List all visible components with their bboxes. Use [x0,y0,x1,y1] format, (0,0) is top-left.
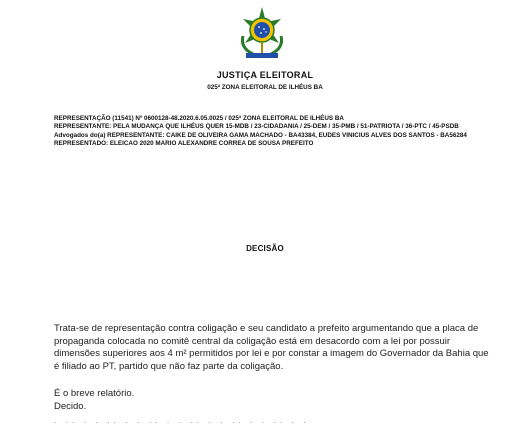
advogados-line: Advogados do(a) REPRESENTANTE: CAIKE DE OLIVEIRA GAMA MACHADO - BA43384, EUDES VINICIUS ALVES DOS SANTOS - BA56284 [54,131,467,139]
decision-heading: DECISÃO [246,244,284,253]
body-paragraph-1: Trata-se de representação contra coligação e seu candidato a prefeito argumentando que a placa de propaganda colocada no comitê central da coligação está em desacordo com a lei por possuir dimensões superiores aos 4 m² permitidos por lei e por constar a imagem do Governador da Bahia que é filiado ao PT, partido que não faz parte da coligação. [54,323,489,372]
case-metadata [54,115,494,149]
representado-line: REPRESENTADO: ELEICAO 2020 MARIO ALEXANDRE CORREA DE SOUSA PREFEITO [54,140,314,148]
body-paragraph-2: É o breve relatório. [54,388,135,399]
cut-off-text-line [54,421,494,433]
court-subtitle: 025ª ZONA ELEITORAL DE ILHÉUS BA [207,84,323,91]
case-number-line: REPRESENTAÇÃO (11541) Nº 0600128-48.2020.6.05.0025 / 025ª ZONA ELEITORAL DE ILHÉUS BA [54,115,344,122]
body-paragraph-3: Decido. [54,401,87,412]
cut-off-text-remnant: ˙ ˙˙ ˙ ˙ ˙˙ ˙ ˙ ˙˙ ˙ ˙ ˙˙ ˙ ˙ ˙˙ ˙ ˙ ˙˙ ˙ ˙ [54,421,310,432]
representante-line: REPRESENTANTE: PELA MUDANÇA QUE ILHÉUS QUER 15-MDB / 23-CIDADANIA / 25-DEM / 35-PMB / 51-PATRIOTA / 36-PTC / 45-PSDB [54,123,459,131]
brazil-coat-of-arms-icon [237,6,287,60]
court-title: JUSTIÇA ELEITORAL [216,70,314,80]
